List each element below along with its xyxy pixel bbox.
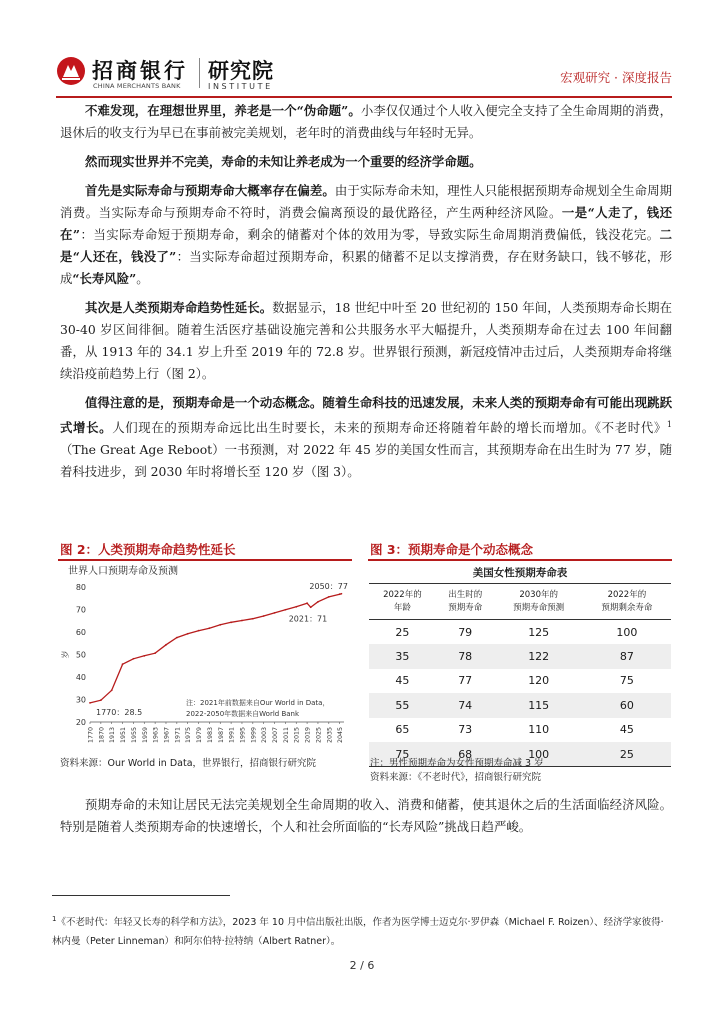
p3-text-c: ：当实际寿命超过预期寿命，积累的储蓄不足以支撑消费，存在财务缺口，钱不够花，形成 [60, 249, 672, 286]
data-point [165, 644, 167, 646]
x-tick-label: 1770 [87, 727, 95, 744]
report-type: 宏观研究 · 深度报告 [560, 70, 672, 85]
p3-bold-c: 二是“人还在，钱没了” [60, 227, 672, 264]
data-point [263, 615, 265, 617]
data-point [100, 699, 102, 701]
y-axis-label: 岁 [61, 650, 70, 659]
table-cell: 68 [436, 742, 495, 767]
life-expectancy-table [369, 583, 671, 767]
p5-bold: 值得注意的是，预期寿命是一个动态概念。随着生命科技的迅速发展，未来人类的预期寿命有可能出现跳跃式增长。 [60, 395, 672, 436]
x-tick-label: 1971 [174, 727, 182, 744]
y-tick-label: 50 [75, 650, 86, 660]
data-point [230, 621, 232, 623]
x-tick-label: 2035 [326, 727, 334, 744]
figure2-source: 资料来源：Our World in Data，世界银行，招商银行研究院 [60, 758, 317, 769]
table-cell: 74 [436, 693, 495, 718]
p5-text-a: 人们现在的预期寿命远比出生时要长，未来的预期寿命还将随着年龄的增长而增加。《不老时代》 [112, 420, 667, 436]
footnote [52, 910, 672, 951]
table-cell: 35 [369, 644, 436, 669]
table-row [369, 644, 671, 669]
p5-text-b: （The Great Age Reboot）一书预测，对 2022 年 45 岁的美国女性而言，其预期寿命在出生时为 77 岁，随着科技进步，到 2030 年时将增长至 120 岁（图 3）。 [60, 442, 672, 480]
x-tick-label: 2019 [304, 727, 312, 744]
footnote-divider [52, 895, 230, 896]
data-point [122, 663, 124, 665]
x-tick-label: 1987 [217, 727, 225, 744]
data-point [154, 652, 156, 654]
table-cell: 115 [495, 693, 583, 718]
table-row [369, 669, 671, 694]
table-row [369, 718, 671, 743]
institute-name-en: INSTITUTE [208, 82, 273, 91]
table-header-0: 2022年的 年龄 [369, 584, 436, 620]
data-point [339, 593, 341, 595]
table-row [369, 620, 671, 645]
x-tick-label: 1967 [163, 727, 171, 744]
annotation-2050: 2050：77 [309, 581, 348, 591]
table-cell: 65 [395, 723, 410, 737]
table-cell: 75 [619, 674, 634, 688]
data-point [317, 601, 319, 603]
table-note: 注：男性预期寿命为女性预期寿命减 3 岁 [370, 758, 544, 769]
table-cell: 45 [395, 674, 410, 688]
annotation-1770: 1770：28.5 [96, 707, 143, 717]
figure3-source: 资料来源：《不老时代》，招商银行研究院 [370, 772, 542, 783]
table-cell: 78 [436, 644, 495, 669]
paragraph-6: 预期寿命的未知让居民无法完美规划全生命周期的收入、消费和储蓄，使其退休之后的生活面临经济风险。特别是随着人类预期寿命的快速增长，个人和社会所面临的“长寿风险”挑战日趋严峻。 [60, 797, 672, 834]
table-header-1: 出生时的 预期寿命 [436, 584, 495, 620]
table-cell: 120 [528, 674, 550, 688]
logo-divider [199, 58, 200, 88]
chart-note-line: 注：2021年前数据来自Our World in Data， [186, 699, 330, 707]
body-text-upper [60, 100, 672, 490]
table-cell: 73 [458, 723, 473, 737]
x-tick-label: 2025 [315, 727, 323, 744]
x-tick-label: 1995 [239, 727, 247, 744]
x-tick-label: 1963 [152, 727, 160, 744]
table-cell: 79 [458, 625, 473, 639]
x-tick-label: 2045 [337, 727, 345, 744]
life-expectancy-chart [58, 560, 352, 756]
y-tick-label: 60 [75, 628, 86, 637]
data-point [209, 627, 211, 629]
p1-bold: 不难发现，在理想世界里，养老是一个“伪命题”。 [85, 103, 361, 118]
table-cell: 110 [528, 723, 550, 737]
y-tick-label: 30 [75, 695, 86, 705]
paragraph-2 [60, 151, 672, 173]
table-cell: 77 [458, 674, 473, 688]
paragraph-3 [60, 180, 672, 290]
data-point [295, 606, 297, 608]
cmb-logo-icon [56, 56, 86, 86]
x-tick-label: 2007 [272, 727, 280, 744]
x-tick-label: 1913 [109, 727, 117, 744]
table-cell: 45 [619, 723, 634, 737]
table-cell: 60 [583, 693, 671, 718]
table-cell: 87 [583, 644, 671, 669]
data-point [328, 596, 330, 598]
figure2-title: 图 2：人类预期寿命趋势性延长 [60, 542, 236, 557]
paragraph-5 [60, 392, 672, 483]
footnote-mark: 1 [52, 915, 57, 923]
table-header-2: 2030年的 预期寿命预测 [495, 584, 583, 620]
p1-text: 小李仅仅通过个人收入便完全支持了全生命周期的消费，退休后的收支行为早已在事前被完美规划，老年时的消费曲线与年轻时无异。 [60, 103, 672, 140]
table-row [369, 693, 671, 718]
x-tick-label: 2011 [282, 727, 290, 744]
chart-title: 世界人口预期寿命及预测 [68, 566, 178, 577]
x-tick-label: 1983 [206, 727, 214, 744]
x-tick-label: 1951 [120, 727, 128, 744]
x-tick-label: 1979 [196, 727, 204, 744]
data-point [89, 702, 91, 704]
data-point [187, 633, 189, 635]
chart-note-line: 2022-2050年数据来自World Bank [186, 710, 300, 718]
figure3-title: 图 3：预期寿命是个动态概念 [370, 542, 534, 557]
figure3-rule [368, 559, 672, 561]
table-cell: 25 [583, 742, 671, 767]
series-line [90, 594, 341, 703]
data-point [143, 655, 145, 657]
data-point [252, 618, 254, 620]
table-title: 美国女性预期寿命表 [472, 567, 568, 579]
data-point [306, 602, 308, 604]
p3-bold-b: 一是“人走了，钱还在” [60, 205, 672, 242]
y-tick-label: 20 [75, 718, 86, 727]
table-cell: 100 [616, 625, 638, 639]
body-text-lower [60, 794, 672, 845]
footnote-text: 《不老时代：年轻又长寿的科学和方法》，2023 年 10 月中信出版社出版，作者为医学博士迈克尔·罗伊森（Michael F. Roizen）、经济学家彼得·林内曼（Peter Linneman）和阿尔伯特·拉特纳（Albert Ratner）。 [52, 917, 664, 948]
y-tick-label: 70 [75, 605, 86, 615]
brand-name-cn: 招商银行 [92, 59, 188, 83]
brand-name-en: CHINA MERCHANTS BANK [93, 82, 181, 90]
data-point [111, 689, 113, 691]
table-header-3: 2022年的 预期剩余寿命 [583, 584, 671, 620]
data-point [176, 637, 178, 639]
table-cell: 122 [495, 644, 583, 669]
data-point [219, 624, 221, 626]
p4-text: 数据显示，18 世纪中叶至 20 世纪初的 150 年间，人类预期寿命长期在 30-40 岁区间徘徊。随着生活医疗基础设施完善和公共服务水平大幅提升，人类预期寿命在过去 100 年间翻番，从 1913 年的 34.1 岁上升至 2019 年的 72.8 岁。世界银行预测，新冠疫情冲击过后，人类预期寿命将继续沿疫前趋势上行（图 2）。 [60, 300, 672, 381]
x-tick-label: 1991 [228, 727, 236, 744]
table-cell: 25 [395, 625, 410, 639]
data-point [340, 593, 342, 595]
institute-name-cn: 研究院 [208, 59, 274, 83]
p3-bold-d: “长寿风险” [72, 271, 137, 286]
page-number: 2 / 6 [349, 959, 375, 972]
p4-bold: 其次是人类预期寿命趋势性延长。 [85, 300, 273, 315]
paragraph-1 [60, 100, 672, 144]
data-point [133, 658, 135, 660]
table-cell: 55 [369, 693, 436, 718]
p3-text-a: 由于实际寿命未知，理性人只能根据预期寿命规划全生命周期消费。当实际寿命与预期寿命不符时，消费会偏离预设的最优路径，产生两种经济风险。 [60, 183, 673, 220]
header-divider [56, 96, 672, 98]
paragraph-4 [60, 297, 672, 385]
data-point [274, 612, 276, 614]
p3-text-d: 。 [136, 271, 149, 286]
x-tick-label: 1955 [130, 727, 138, 744]
table-header-row [369, 584, 671, 620]
x-tick-label: 2003 [261, 727, 269, 744]
table-cell: 125 [528, 625, 550, 639]
table-cell: 100 [495, 742, 583, 767]
x-tick-label: 1959 [141, 727, 149, 744]
x-tick-label: 1999 [250, 727, 258, 744]
y-tick-label: 40 [75, 673, 86, 682]
p3-text-b: ：当实际寿命短于预期寿命，剩余的储蓄对个体的效用为零，导致实际生命周期消费偏低，钱没花完。 [80, 227, 660, 242]
x-tick-label: 1975 [185, 727, 193, 744]
x-tick-label: 2015 [293, 727, 301, 744]
p3-bold: 首先是实际寿命与预期寿命大概率存在偏差。 [85, 183, 335, 198]
data-point [241, 620, 243, 622]
table-cell: 75 [369, 742, 436, 767]
footnote-ref: 1 [666, 420, 672, 429]
page-header [56, 52, 672, 96]
x-tick-label: 1870 [98, 727, 106, 744]
data-point [284, 609, 286, 611]
p2-bold: 然而现实世界并不完美，寿命的未知让养老成为一个重要的经济学命题。 [85, 154, 482, 169]
data-point [310, 606, 312, 608]
y-tick-label: 80 [75, 583, 86, 592]
data-point [198, 630, 200, 632]
annotation-2021: 2021：71 [288, 614, 328, 624]
